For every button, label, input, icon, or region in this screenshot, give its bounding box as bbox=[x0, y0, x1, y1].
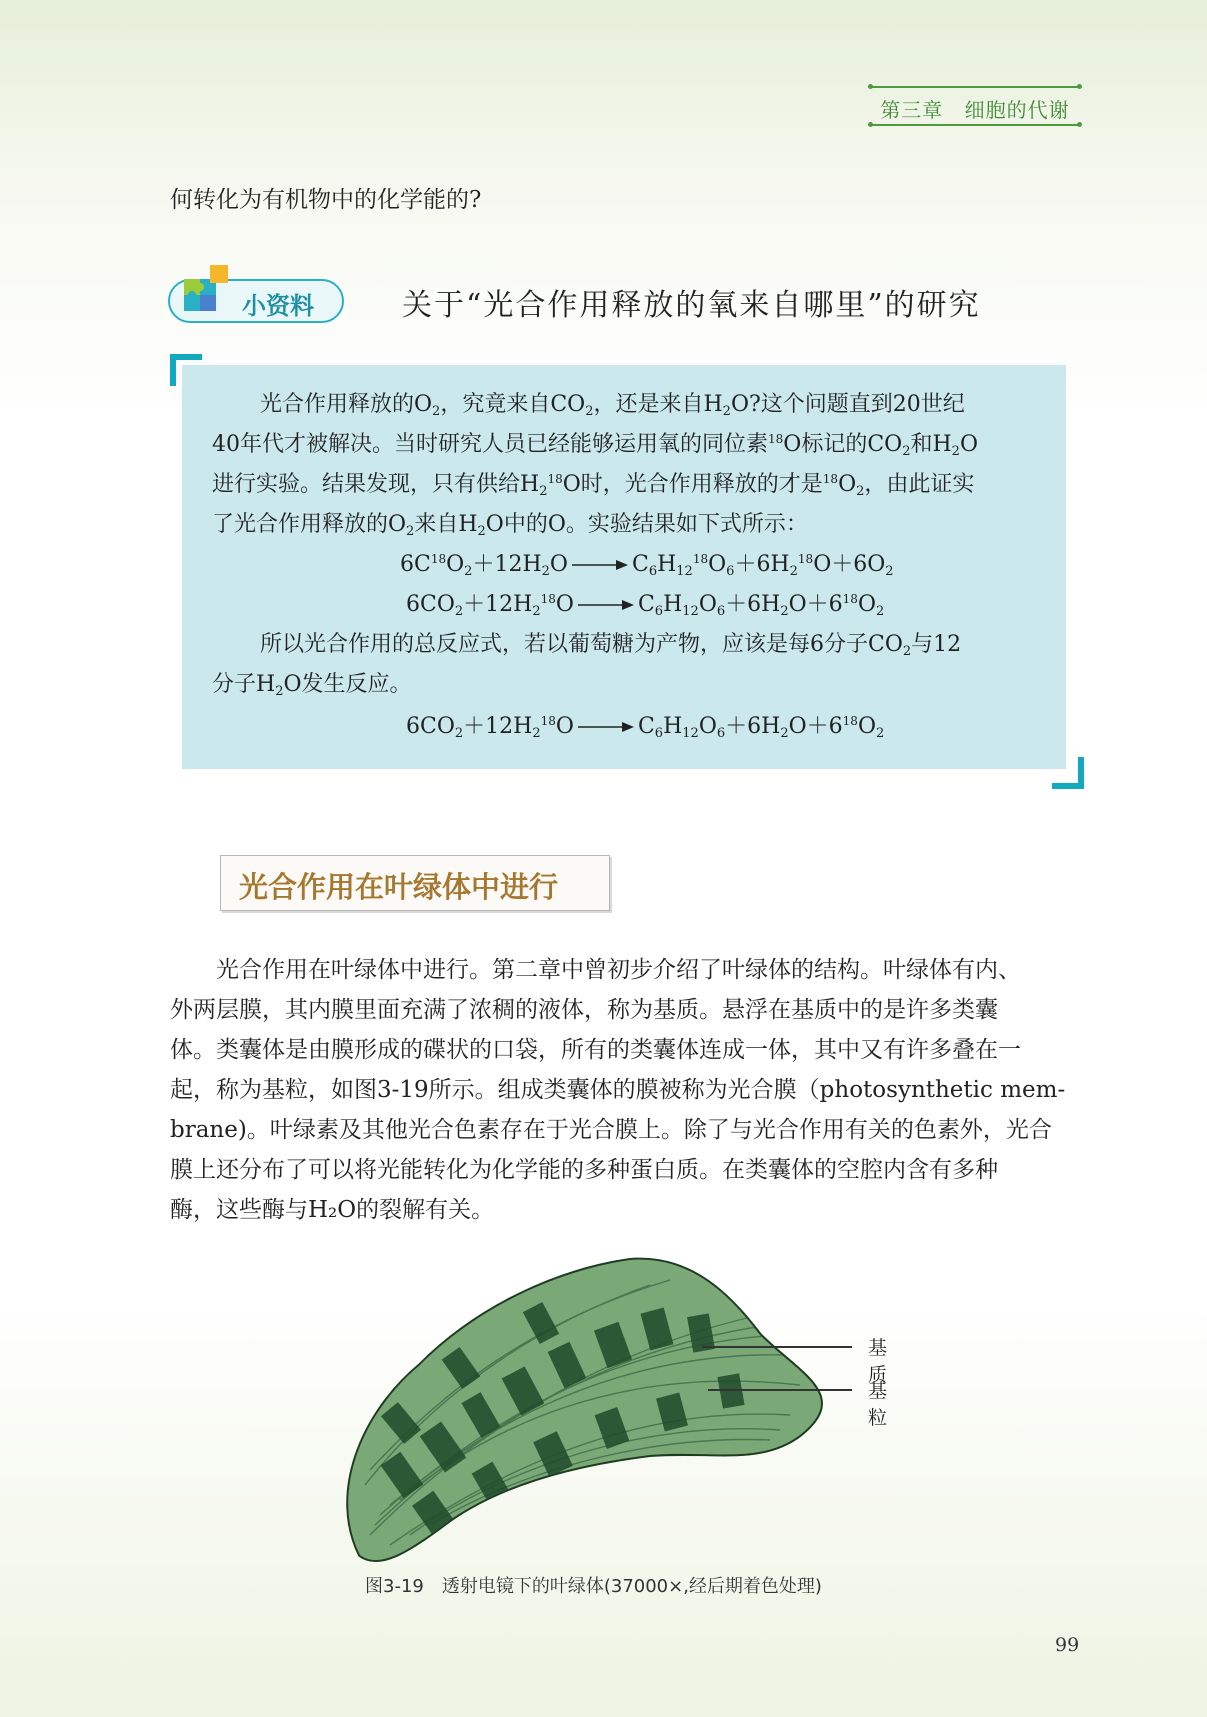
stroma-label: 基质 bbox=[868, 1337, 888, 1386]
stroma-leader-line bbox=[702, 1346, 852, 1348]
paragraph-line-6: 膜上还分布了可以将光能转化为化学能的多种蛋白质。在类囊体的空腔内含有多种 bbox=[170, 1157, 998, 1183]
arrow-icon bbox=[578, 720, 634, 734]
body-paragraph bbox=[170, 950, 1080, 1230]
chapter-header bbox=[871, 86, 1079, 126]
paragraph-line-7: 酶，这些酶与H₂O的裂解有关。 bbox=[170, 1197, 495, 1223]
info-line-1: 光合作用释放的$O_2$，究竟来自$CO_2$，还是来自$H_2O$?这个问题直到20世纪 bbox=[260, 392, 965, 419]
paragraph-line-2: 外两层膜，其内膜里面充满了浓稠的液体，称为基质。悬浮在基质中的是许多类囊 bbox=[170, 997, 998, 1023]
equation-3: $6CO_2+12H_2^{18}O$ $C_6H_{12}O_6+6H_2O+6^{18}O_2$ bbox=[406, 714, 885, 741]
puzzle-icon bbox=[184, 265, 234, 319]
chloroplast-figure bbox=[330, 1255, 888, 1569]
info-line-5: 所以光合作用的总反应式，若以葡萄糖为产物，应该是每6分子$CO_2$与12 bbox=[260, 632, 962, 659]
grana-label: 基粒 bbox=[868, 1380, 888, 1429]
arrow-icon bbox=[572, 558, 628, 572]
intro-line: 何转化为有机物中的化学能的? bbox=[170, 187, 482, 213]
info-box bbox=[182, 365, 1066, 769]
chapter-title: 第三章 细胞的代谢 bbox=[880, 98, 1070, 122]
section-title: 光合作用在叶绿体中进行 bbox=[239, 870, 559, 904]
page-number: 99 bbox=[1055, 1634, 1080, 1656]
info-title: 关于“光合作用释放的氧来自哪里”的研究 bbox=[402, 288, 981, 323]
chloroplast-image bbox=[330, 1255, 830, 1565]
paragraph-line-1: 光合作用在叶绿体中进行。第二章中曾初步介绍了叶绿体的结构。叶绿体有内、 bbox=[216, 957, 1021, 983]
info-line-2: 40年代才被解决。当时研究人员已经能够运用氧的同位素$^{18}$O标记的$CO_2$和$H_2O$ bbox=[212, 432, 978, 459]
equation-1: $6C^{18}O_2+12H_2O$ $C_6H_{12}^{18}O_6+6H_2^{18}O+6O_2$ bbox=[400, 552, 894, 579]
paragraph-line-4: 起，称为基粒，如图3-19所示。组成类囊体的膜被称为光合膜（photosynthetic mem- bbox=[170, 1077, 1066, 1103]
equation-2: $6CO_2+12H_2^{18}O$ $C_6H_{12}O_6+6H_2O+6^{18}O_2$ bbox=[406, 592, 885, 619]
header-rule-bottom bbox=[871, 124, 1079, 126]
grana-leader-line bbox=[708, 1389, 852, 1391]
info-line-6: 分子$H_2O$发生反应。 bbox=[212, 672, 412, 699]
paragraph-line-3: 体。类囊体是由膜形成的碟状的口袋，所有的类囊体连成一体，其中又有许多叠在一 bbox=[170, 1037, 1021, 1063]
info-badge-label: 小资料 bbox=[242, 292, 314, 320]
section-title-box bbox=[220, 855, 610, 911]
info-line-3: 进行实验。结果发现，只有供给$H_2^{18}O$时，光合作用释放的才是$^{18}O_2$，由此证实 bbox=[212, 472, 975, 499]
header-rule-top bbox=[871, 86, 1079, 88]
paragraph-line-5: brane)。叶绿素及其他光合色素存在于光合膜上。除了与光合作用有关的色素外，光合 bbox=[170, 1117, 1052, 1143]
figure-caption: 图3-19 透射电镜下的叶绿体(37000×,经后期着色处理) bbox=[365, 1576, 822, 1597]
info-line-4: 了光合作用释放的$O_2$来自$H_2O$中的O。实验结果如下式所示： bbox=[212, 512, 808, 539]
box-corner-bottom-right bbox=[1052, 757, 1084, 789]
arrow-icon bbox=[578, 598, 634, 612]
